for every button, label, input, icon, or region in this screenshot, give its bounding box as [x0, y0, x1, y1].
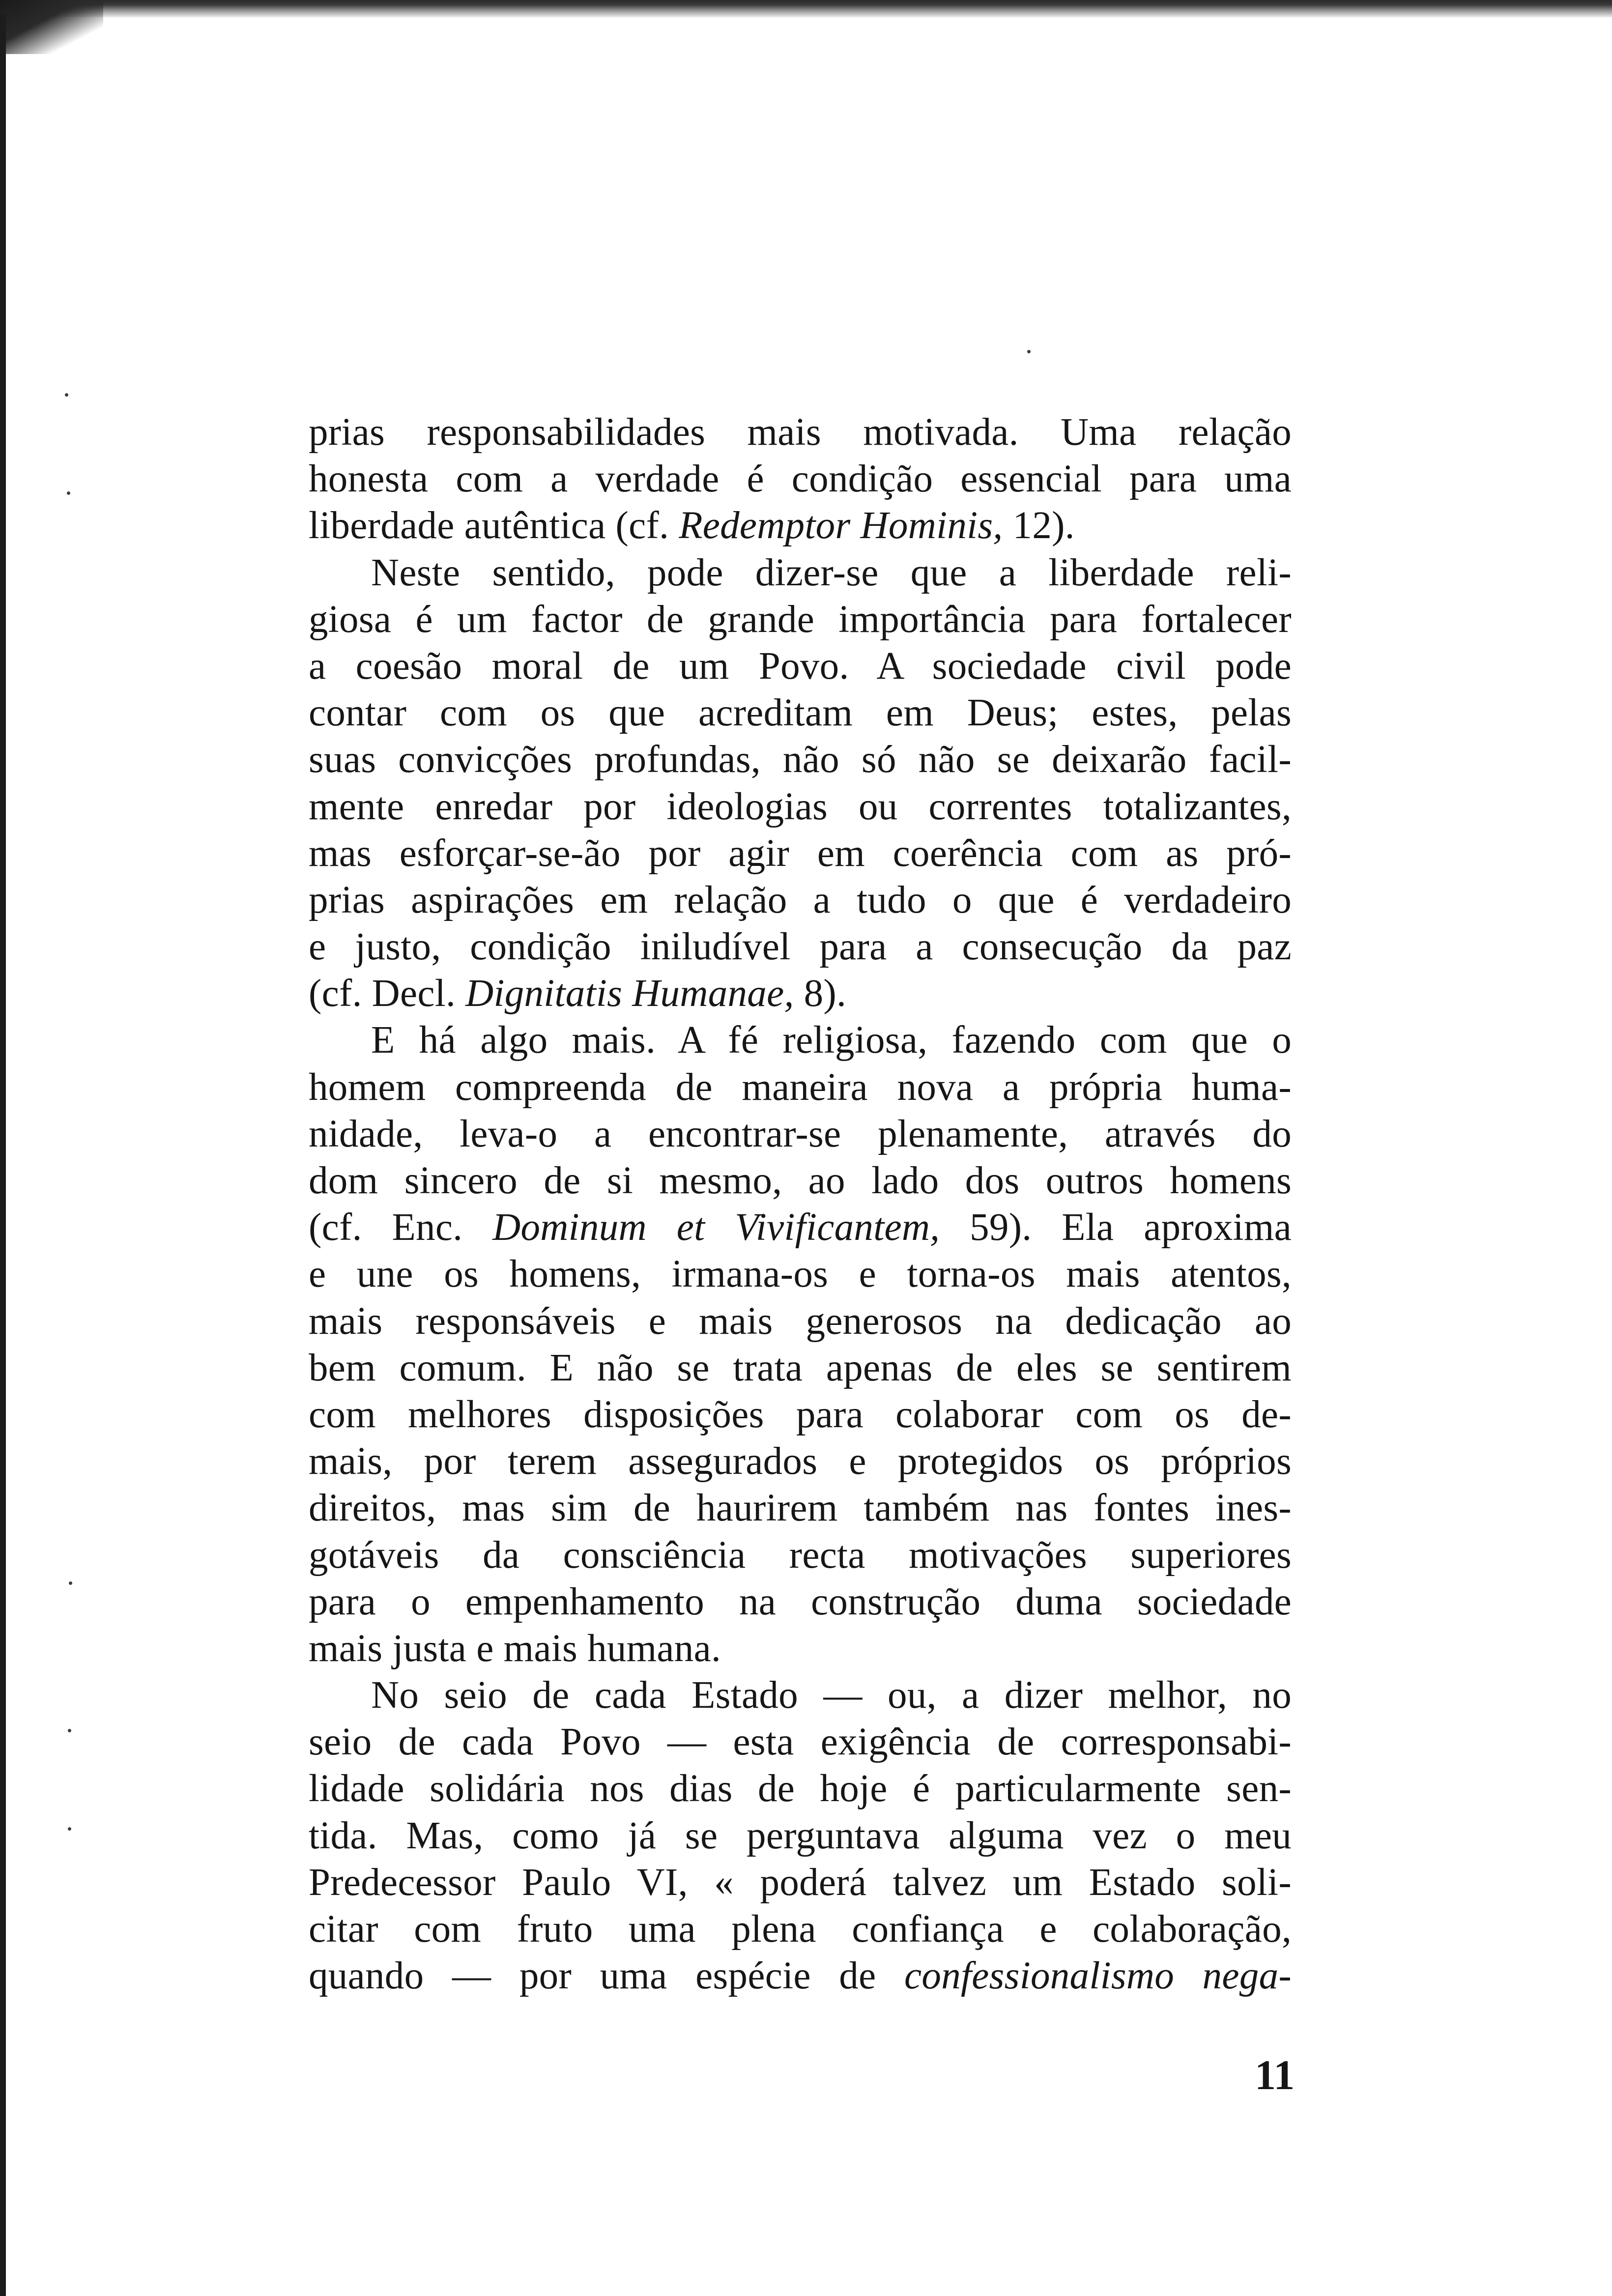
text-line: contar com os que acreditam em Deus; estes, pelas	[309, 691, 1292, 735]
page-number: 11	[1255, 2051, 1295, 2098]
text-line: No seio de cada Estado — ou, a dizer melhor, no	[371, 1674, 1292, 1717]
text-line: mente enredar por ideologias ou correntes totalizantes,	[309, 785, 1292, 828]
text-run: (cf. Enc.	[309, 1206, 493, 1249]
scan-speck	[65, 393, 68, 397]
text-line: homem compreenda de maneira nova a própria huma-	[309, 1065, 1292, 1109]
text-line: mais justa e mais humana.	[309, 1627, 721, 1670]
scan-speck	[68, 1827, 71, 1831]
text-line: lidade solidária nos dias de hoje é particularmente sen-	[309, 1767, 1292, 1810]
scan-speck	[1027, 350, 1031, 353]
text-line	[309, 1204, 1292, 1251]
scan-top-edge	[0, 0, 1612, 18]
text-line: e justo, condição iniludível para a consecução da paz	[309, 925, 1292, 969]
text-line: dom sincero de si mesmo, ao lado dos outros homens	[309, 1159, 1292, 1202]
body-text	[309, 409, 1292, 1999]
text-line: com melhores disposições para colaborar com os de-	[309, 1393, 1292, 1436]
text-line: para o empenhamento na construção duma sociedade	[309, 1580, 1292, 1623]
text-line: Neste sentido, pode dizer-se que a liberdade reli-	[371, 551, 1292, 594]
scan-corner-shadow	[0, 0, 103, 54]
scan-speck	[68, 1729, 71, 1732]
text-run: 59). Ela aproxima	[940, 1206, 1292, 1249]
text-run: liberdade autêntica (cf.	[309, 504, 679, 547]
italic-citation: confessionalismo nega-	[904, 1954, 1292, 1998]
italic-citation: Dominum et Vivificantem,	[492, 1206, 940, 1249]
text-line: gotáveis da consciência recta motivações superiores	[309, 1533, 1292, 1577]
scan-left-edge	[0, 15, 6, 2296]
text-line: prias aspirações em relação a tudo o que é verdadeiro	[309, 878, 1292, 921]
italic-citation: Dignitatis Humanae,	[465, 972, 794, 1015]
scan-speck	[69, 1581, 72, 1585]
text-line: seio de cada Povo — esta exigência de corresponsabi-	[309, 1721, 1292, 1764]
text-line: a coesão moral de um Povo. A sociedade civil pode	[309, 644, 1292, 688]
text-line: Predecessor Paulo VI, « poderá talvez um Estado soli-	[309, 1861, 1292, 1904]
italic-citation: Redemptor Hominis,	[679, 504, 1003, 547]
text-line: mais, por terem assegurados e protegidos os próprios	[309, 1440, 1292, 1483]
text-run: 8).	[794, 972, 847, 1015]
text-line	[309, 970, 1292, 1017]
text-line: citar com fruto uma plena confiança e colaboração,	[309, 1908, 1292, 1951]
text-line: mas esforçar-se-ão por agir em coerência com as pró-	[309, 832, 1292, 875]
text-line: giosa é um factor de grande importância para fortalecer	[309, 598, 1292, 641]
text-line: tida. Mas, como já se perguntava alguma vez o meu	[309, 1814, 1292, 1857]
text-line: suas convicções profundas, não só não se deixarão facil-	[309, 738, 1292, 781]
text-line: mais responsáveis e mais generosos na dedicação ao	[309, 1299, 1292, 1343]
text-line: honesta com a verdade é condição essencial para uma	[309, 458, 1292, 501]
text-line	[309, 502, 1292, 549]
text-line: E há algo mais. A fé religiosa, fazendo com que o	[371, 1019, 1292, 1062]
text-line: direitos, mas sim de haurirem também nas fontes ines-	[309, 1487, 1292, 1530]
text-line	[309, 1952, 1292, 1999]
text-line: bem comum. E não se trata apenas de eles se sentirem	[309, 1346, 1292, 1389]
text-run: 12).	[1003, 504, 1075, 547]
text-run: (cf. Decl.	[309, 972, 466, 1015]
text-run: quando — por uma espécie de	[309, 1954, 905, 1998]
text-line: nidade, leva-o a encontrar-se plenamente, através do	[309, 1112, 1292, 1155]
text-line: prias responsabilidades mais motivada. Uma relação	[309, 411, 1292, 454]
text-line: e une os homens, irmana-os e torna-os mais atentos,	[309, 1253, 1292, 1296]
scan-speck	[67, 491, 70, 495]
